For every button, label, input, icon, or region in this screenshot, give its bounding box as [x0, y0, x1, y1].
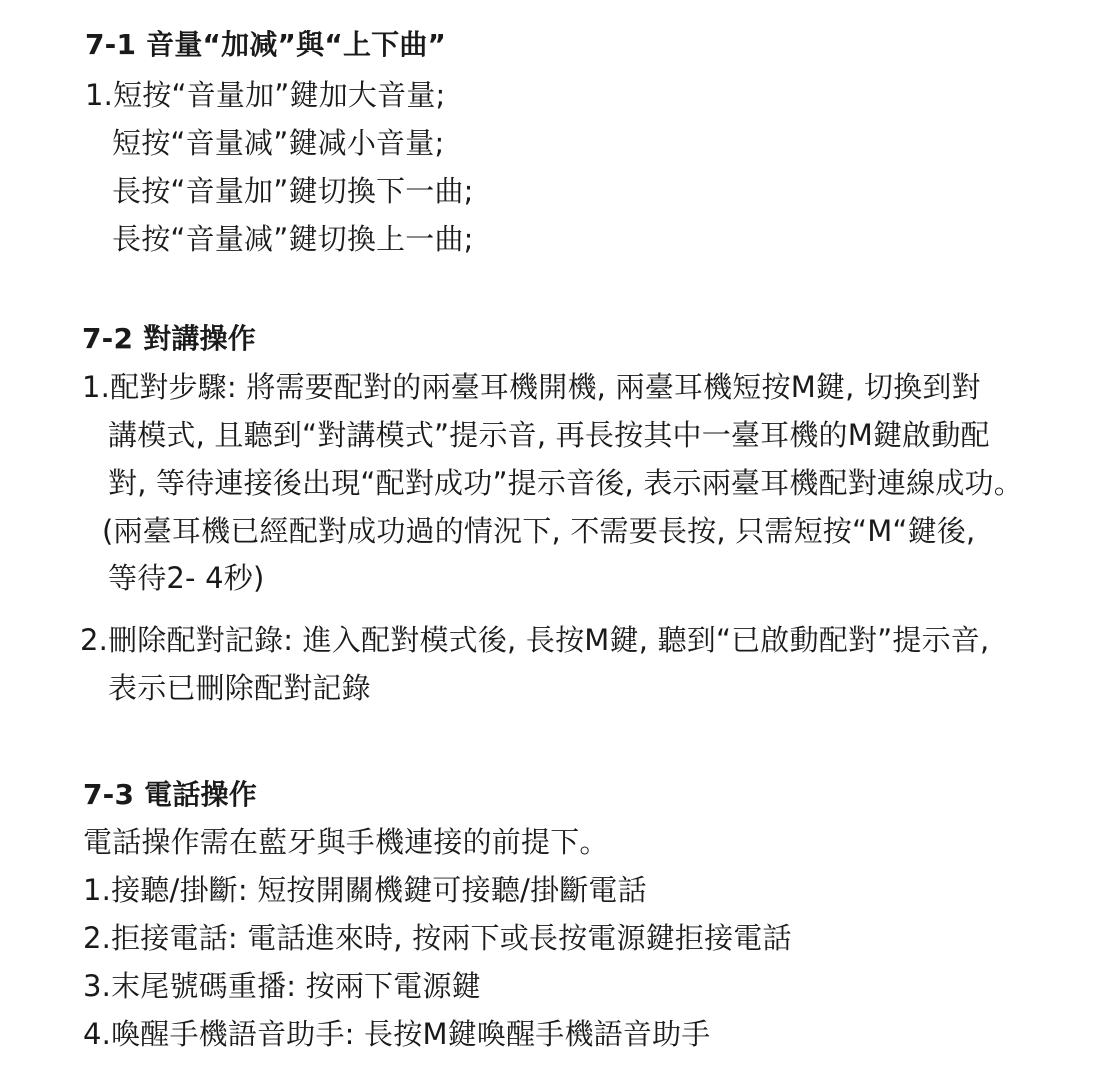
- section-7-3-item-4: 4.喚醒手機語音助手: 長按M鍵喚醒手機語音助手: [83, 1017, 711, 1051]
- section-7-3-intro: 電話操作需在藍牙與手機連接的前提下。: [83, 825, 609, 859]
- section-7-3-item-2: 2.拒接電話: 電話進來時, 按兩下或長按電源鍵拒接電話: [83, 921, 792, 955]
- section-7-3-item-1: 1.接聽/掛斷: 短按開關機鍵可接聽/掛斷電話: [83, 873, 647, 907]
- section-7-2-item2-line-1: 2.刪除配對記錄: 進入配對模式後, 長按M鍵, 聽到“已啟動配對”提示音,: [80, 623, 990, 657]
- section-7-3-heading: 7-3 電話操作: [83, 778, 257, 811]
- section-7-2-heading: 7-2 對講操作: [82, 322, 256, 355]
- section-7-2-item1-line-5: 等待2- 4秒): [108, 561, 265, 595]
- section-7-2-item1-line-1: 1.配對步驟: 將需要配對的兩臺耳機開機, 兩臺耳機短按M鍵, 切換到對: [82, 370, 981, 404]
- section-7-2-item1-line-2: 講模式, 且聽到“對講模式”提示音, 再長按其中一臺耳機的M鍵啟動配: [108, 418, 990, 452]
- section-7-1-line-3: 長按“音量加”鍵切換下一曲;: [112, 174, 474, 208]
- section-7-1-line-1: 1.短按“音量加”鍵加大音量;: [85, 78, 446, 112]
- section-7-2-item2-line-2: 表示已刪除配對記錄: [108, 671, 371, 705]
- section-7-2-item1-line-4: (兩臺耳機已經配對成功過的情況下, 不需要長按, 只需短按“M“鍵後,: [102, 514, 976, 548]
- section-7-1-line-2: 短按“音量减”鍵减小音量;: [112, 126, 445, 160]
- section-7-1-heading: 7-1 音量“加减”與“上下曲”: [85, 28, 447, 61]
- section-7-2-item1-line-3: 對, 等待連接後出現“配對成功”提示音後, 表示兩臺耳機配對連線成功。: [108, 466, 1023, 500]
- section-7-3-item-3: 3.末尾號碼重播: 按兩下電源鍵: [83, 969, 481, 1003]
- section-7-1-line-4: 長按“音量减”鍵切換上一曲;: [112, 222, 474, 256]
